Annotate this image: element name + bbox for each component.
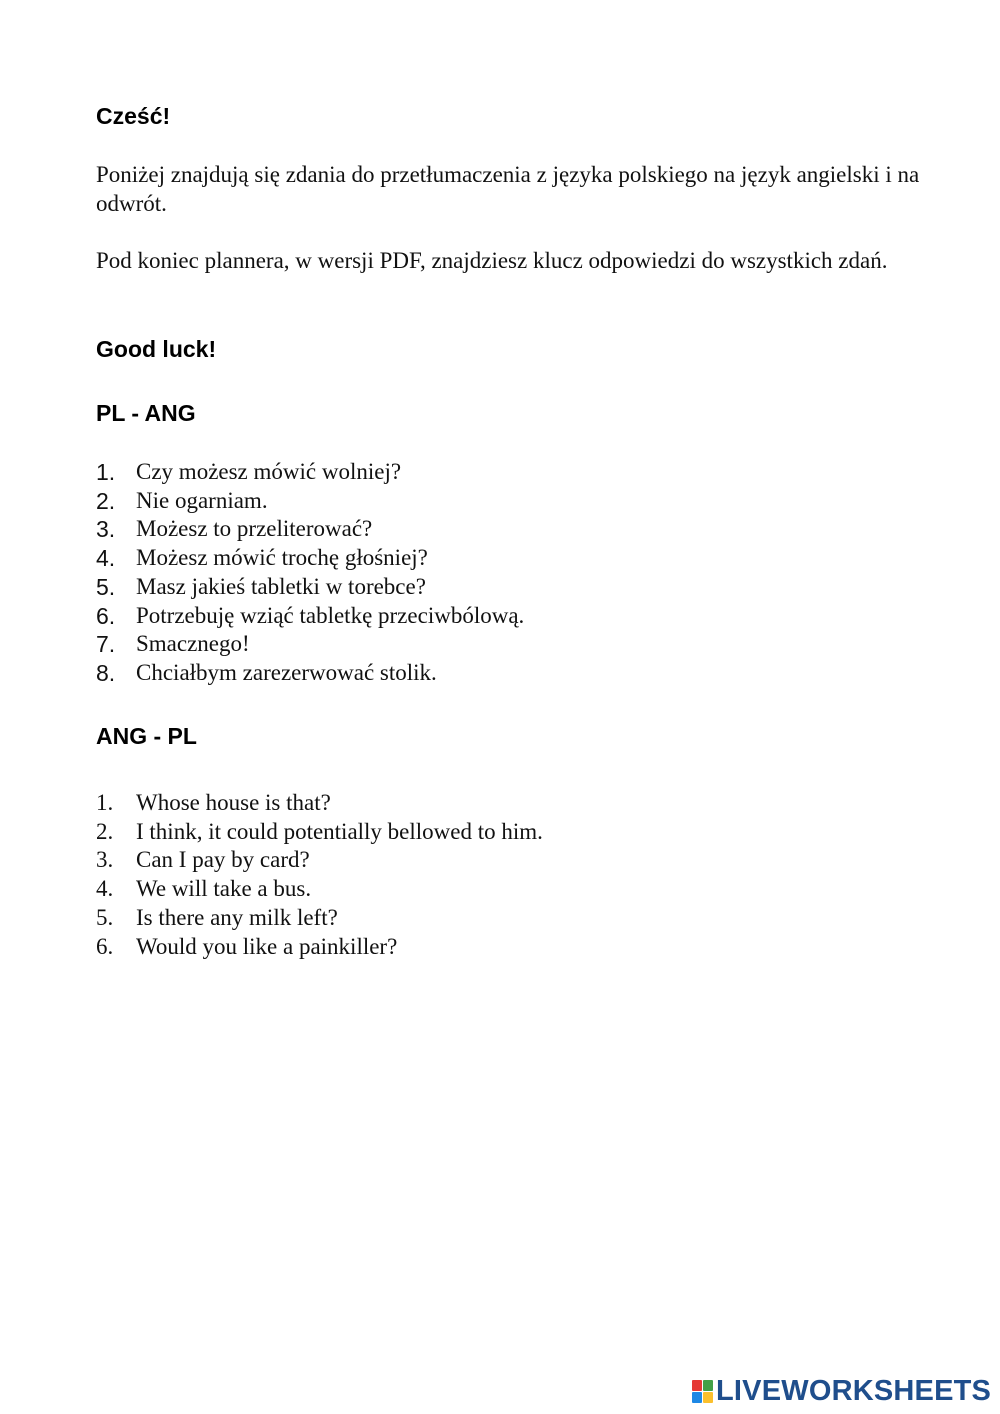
- logo-square-blue: [692, 1392, 702, 1403]
- list-item-text: Czy możesz mówić wolniej?: [136, 459, 402, 484]
- list-item: [96, 602, 524, 631]
- logo-square-red: [692, 1380, 702, 1391]
- liveworksheets-logo-icon: [692, 1380, 713, 1403]
- list-item: [96, 904, 543, 933]
- greeting-heading: Cześć!: [96, 103, 171, 129]
- list-item-text: Masz jakieś tabletki w torebce?: [136, 573, 426, 599]
- list-item-number: 3.: [96, 847, 114, 873]
- intro-paragraph-2: Pod koniec plannera, w wersji PDF, znajdziesz klucz odpowiedzi do wszystkich zdań.: [96, 248, 888, 273]
- list-item-text: Would you like a painkiller?: [136, 933, 398, 959]
- list-item-number: 7.: [96, 631, 116, 658]
- list-item-number: 1.: [96, 459, 116, 485]
- list-item-number: 5.: [96, 904, 114, 930]
- list-item-number: 4.: [96, 545, 116, 572]
- list-item-number: 2.: [96, 818, 114, 844]
- list-item: [96, 458, 524, 487]
- list-item-text: Chciałbym zarezerwować stolik.: [136, 659, 437, 685]
- list-item: [96, 630, 524, 659]
- list-item-text: Nie ogarniam.: [136, 487, 268, 513]
- liveworksheets-logo[interactable]: [692, 1376, 991, 1406]
- list-item-text: Możesz to przeliterować?: [136, 516, 373, 542]
- list-item: [96, 573, 524, 602]
- good-luck-heading: Good luck!: [96, 336, 217, 362]
- list-item-text: Whose house is that?: [136, 790, 331, 815]
- logo-square-green: [703, 1380, 713, 1391]
- list-item-text: We will take a bus.: [136, 876, 312, 902]
- list-item-text: Potrzebuję wziąć tabletkę przeciwbólową.: [136, 602, 525, 628]
- list-item: [96, 789, 543, 818]
- list-item-text: Smacznego!: [136, 631, 250, 657]
- list-item-text: Is there any milk left?: [136, 904, 338, 930]
- liveworksheets-logo-text: LIVEWORKSHEETS: [716, 1375, 992, 1407]
- list-item: [96, 875, 543, 904]
- list-item-number: 4.: [96, 876, 114, 902]
- section-title-ang-pl: ANG - PL: [96, 723, 197, 749]
- list-item: [96, 933, 543, 962]
- list-item-number: 8.: [96, 659, 116, 686]
- list-item-text: Can I pay by card?: [136, 847, 310, 873]
- list-item: [96, 544, 524, 573]
- list-item-number: 3.: [96, 516, 116, 543]
- logo-square-yellow: [703, 1392, 713, 1403]
- list-item-number: 2.: [96, 487, 116, 514]
- list-item: [96, 659, 524, 688]
- list-item: [96, 515, 524, 544]
- pl-ang-sentence-list: [96, 458, 524, 688]
- list-item: [96, 846, 543, 875]
- list-item-text: I think, it could potentially bellowed to him.: [136, 818, 543, 844]
- section-title-pl-ang: PL - ANG: [96, 400, 196, 426]
- list-item-number: 6.: [96, 933, 114, 959]
- list-item-text: Możesz mówić trochę głośniej?: [136, 545, 428, 571]
- list-item-number: 1.: [96, 790, 114, 815]
- ang-pl-sentence-list: [96, 789, 543, 961]
- list-item: [96, 818, 543, 847]
- intro-paragraph-1: Poniżej znajdują się zdania do przetłumaczenia z języka polskiego na język angielski i na odwrót.: [96, 162, 920, 216]
- list-item-number: 5.: [96, 573, 116, 600]
- list-item-number: 6.: [96, 602, 116, 629]
- list-item: [96, 487, 524, 516]
